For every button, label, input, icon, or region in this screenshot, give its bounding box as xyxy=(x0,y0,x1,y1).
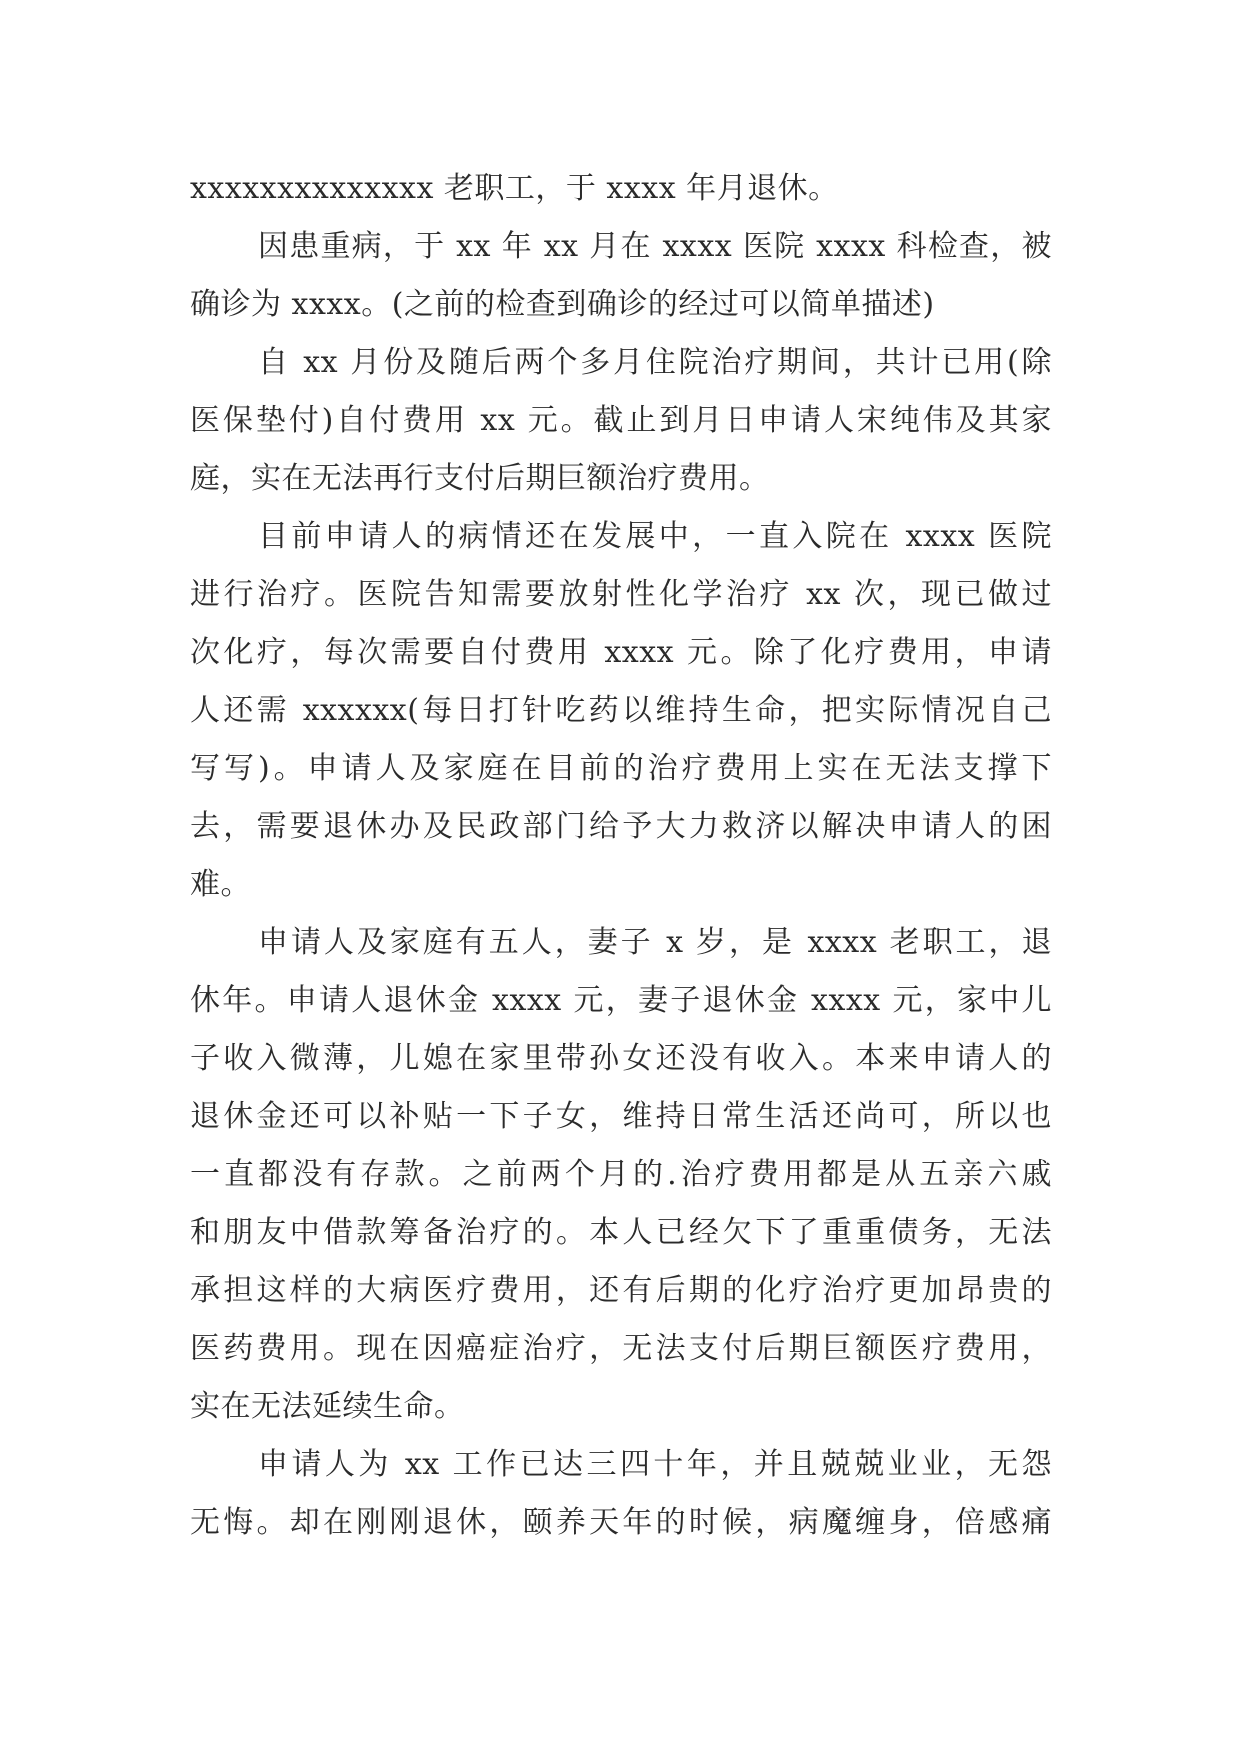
text-line: 实在无法延续生命。 xyxy=(190,1389,465,1424)
text-line: 休年。申请人退休金 xxxx 元，妻子退休金 xxxx 元，家中儿 xyxy=(190,983,1052,1018)
text-line: 申请人为 xx 工作已达三四十年，并且兢兢业业，无怨 xyxy=(258,1447,1052,1482)
text-line: 承担这样的大病医疗费用，还有后期的化疗治疗更加昂贵的 xyxy=(190,1273,1052,1308)
text-line: 和朋友中借款筹备治疗的。本人已经欠下了重重债务，无法 xyxy=(190,1215,1052,1250)
text-line: 无悔。却在刚刚退休，颐养天年的时候，病魔缠身，倍感痛 xyxy=(190,1505,1052,1540)
text-line: 难。 xyxy=(190,867,251,902)
text-line: 医药费用。现在因癌症治疗，无法支付后期巨额医疗费用， xyxy=(190,1331,1052,1366)
paragraph xyxy=(190,1436,1052,1552)
text-line: 目前申请人的病情还在发展中，一直入院在 xxxx 医院 xyxy=(258,519,1052,554)
text-line: 确诊为 xxxx。(之前的检查到确诊的经过可以简单描述) xyxy=(190,287,935,322)
document-body xyxy=(190,160,1052,1552)
text-line: 子收入微薄，儿媳在家里带孙女还没有收入。本来申请人的 xyxy=(190,1041,1052,1076)
paragraph xyxy=(190,218,1052,334)
text-line: 一直都没有存款。之前两个月的.治疗费用都是从五亲六戚 xyxy=(190,1157,1052,1192)
text-line: 申请人及家庭有五人，妻子 x 岁，是 xxxx 老职工，退 xyxy=(258,925,1052,960)
paragraph xyxy=(190,508,1052,914)
text-line: 自 xx 月份及随后两个多月住院治疗期间，共计已用(除 xyxy=(258,345,1052,380)
text-line: 次化疗，每次需要自付费用 xxxx 元。除了化疗费用，申请 xyxy=(190,635,1052,670)
paragraph xyxy=(190,914,1052,1436)
text-line: 进行治疗。医院告知需要放射性化学治疗 xx 次，现已做过 xyxy=(190,577,1052,612)
text-line: xxxxxxxxxxxxxx 老职工，于 xxxx 年月退休。 xyxy=(190,171,839,206)
text-line: 医保垫付)自付费用 xx 元。截止到月日申请人宋纯伟及其家 xyxy=(190,403,1052,438)
text-line: 人还需 xxxxxx(每日打针吃药以维持生命，把实际情况自己 xyxy=(190,693,1052,728)
paragraph xyxy=(190,334,1052,508)
text-line: 庭，实在无法再行支付后期巨额治疗费用。 xyxy=(190,461,770,496)
text-line: 退休金还可以补贴一下子女，维持日常生活还尚可，所以也 xyxy=(190,1099,1052,1134)
text-line: 因患重病，于 xx 年 xx 月在 xxxx 医院 xxxx 科检查，被 xyxy=(258,229,1052,264)
text-line: 写写)。申请人及家庭在目前的治疗费用上实在无法支撑下 xyxy=(190,751,1052,786)
paragraph xyxy=(190,160,1052,218)
text-line: 去，需要退休办及民政部门给予大力救济以解决申请人的困 xyxy=(190,809,1052,844)
